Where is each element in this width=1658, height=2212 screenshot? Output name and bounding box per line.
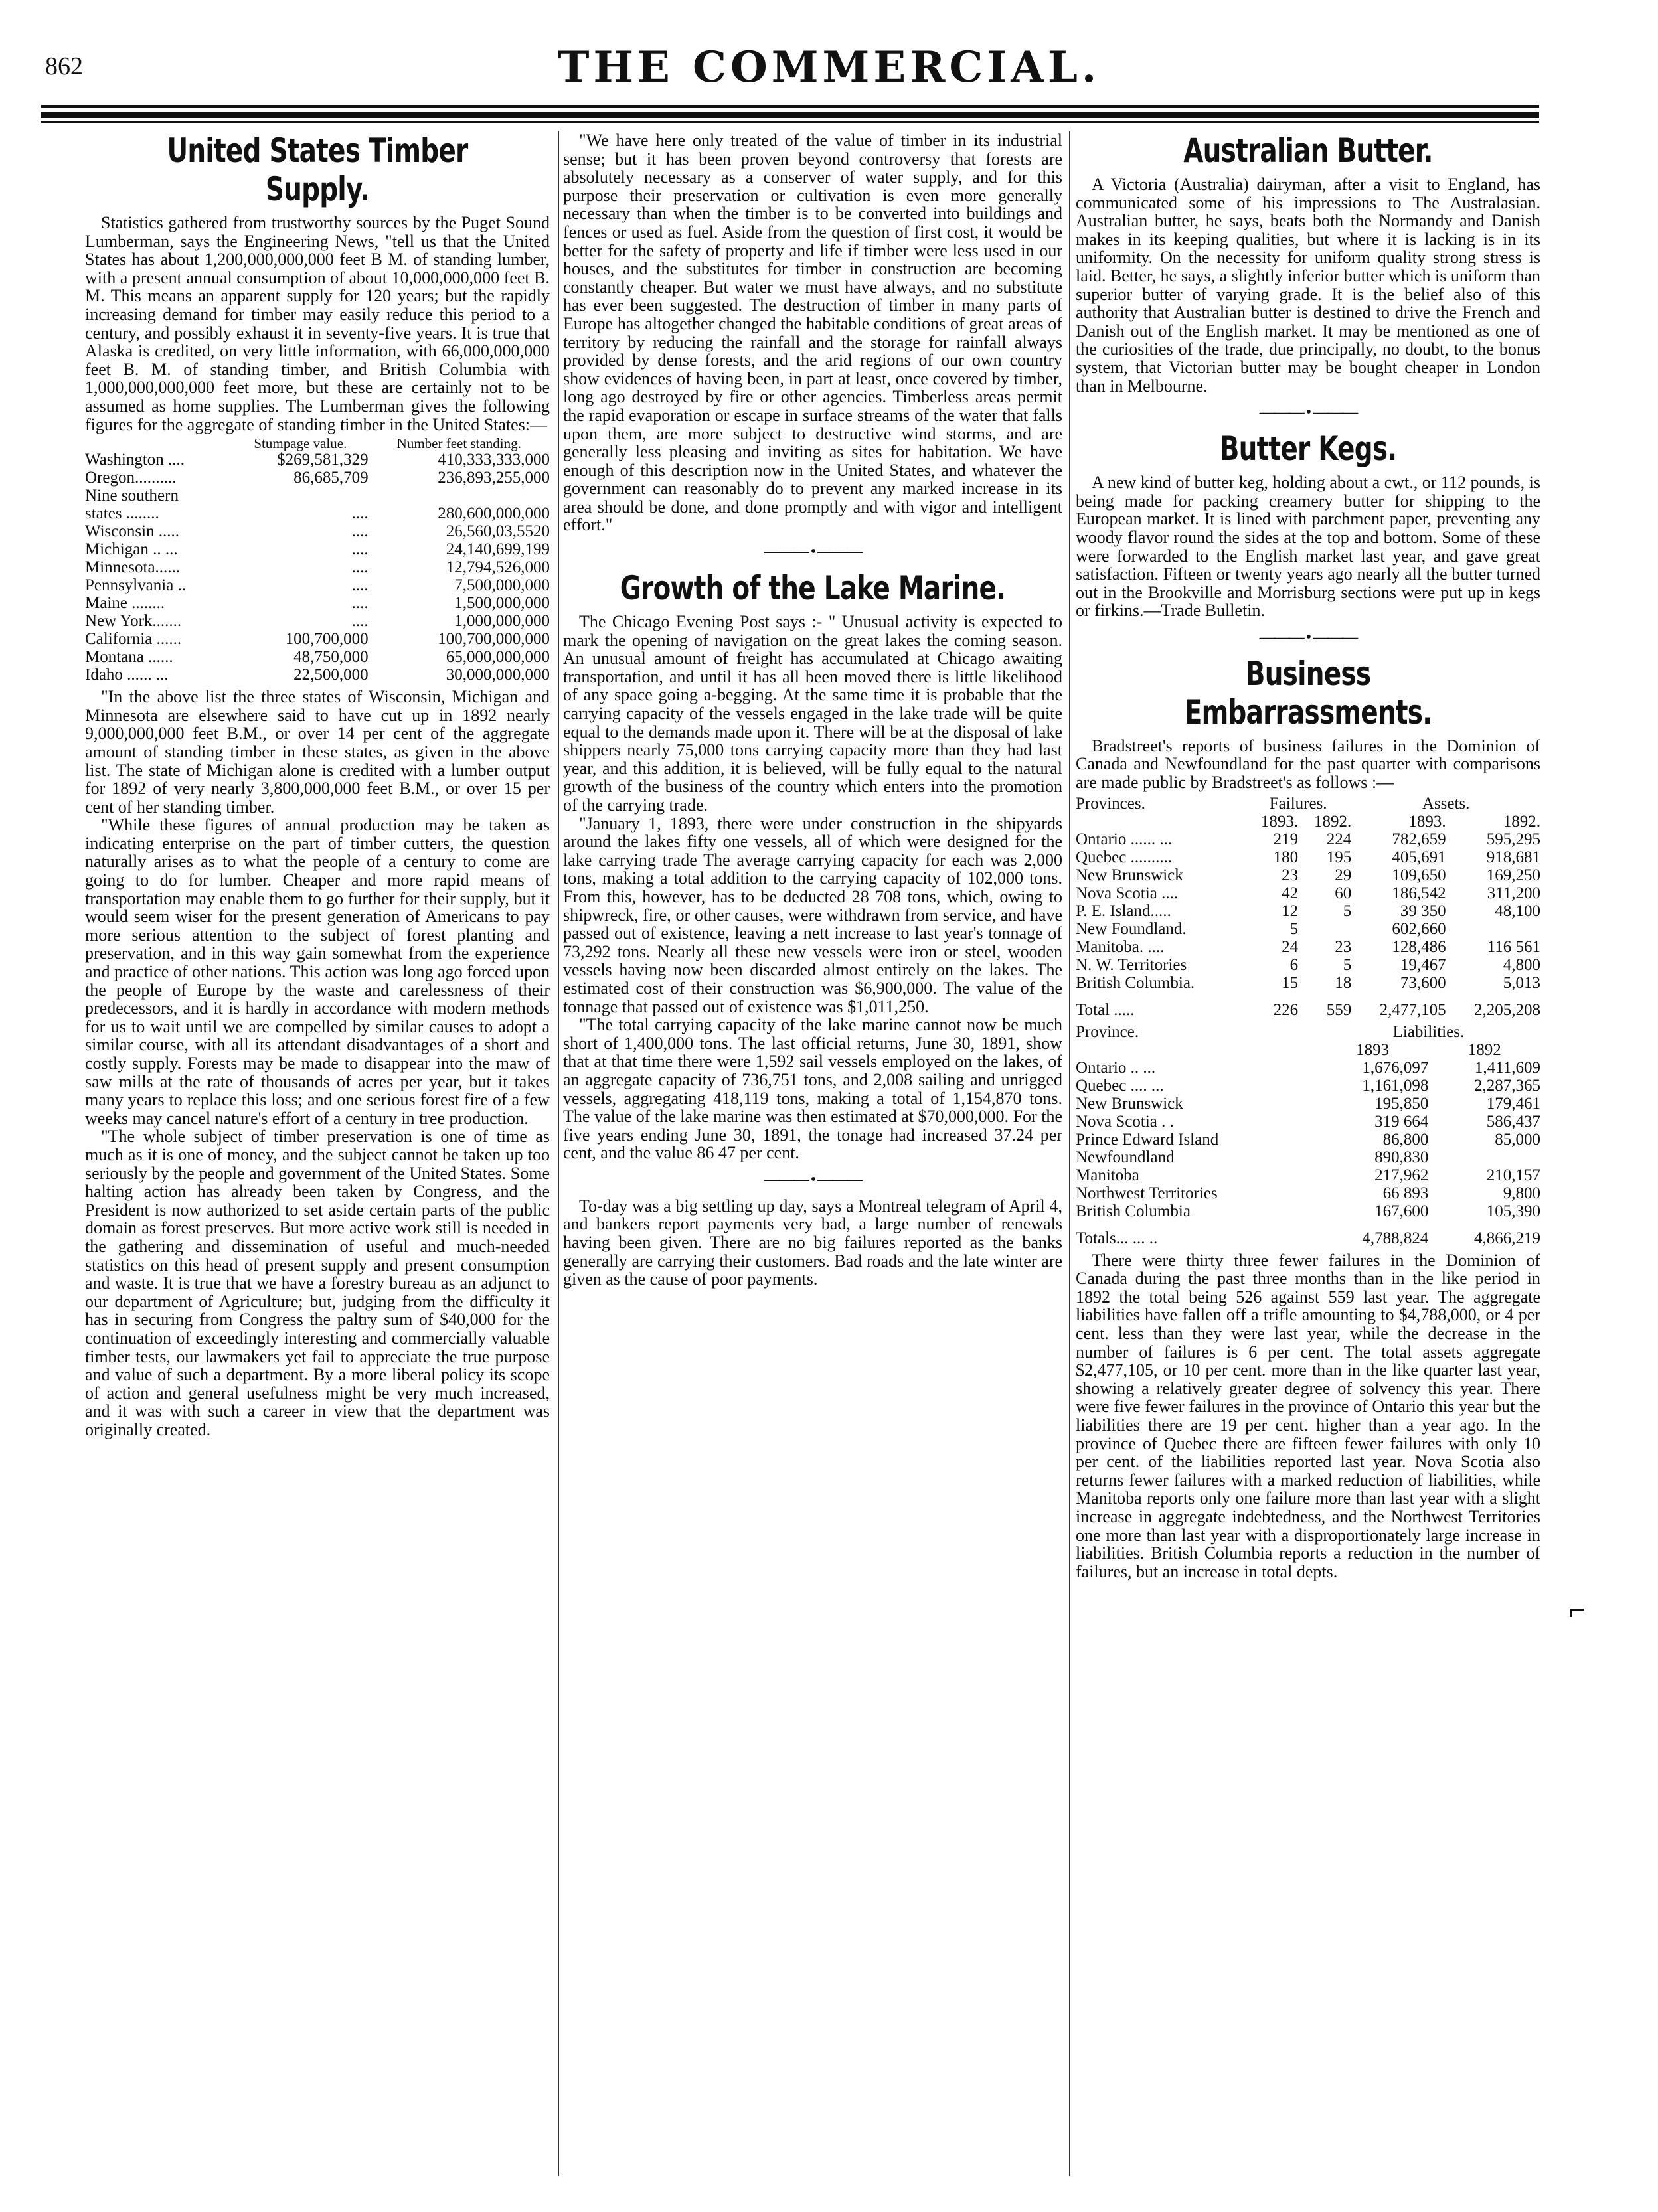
table-cell: 100,700,000,000 [438,630,550,649]
table-cell: New Foundland. [1076,919,1187,938]
table-cell: Newfoundland [1076,1148,1175,1166]
table-row [1076,920,1540,938]
column-2 [563,131,1062,1289]
table-cell: 167,600 [1374,1202,1429,1220]
table-cell: 128,486 [1392,937,1446,956]
table-header [1076,813,1245,830]
timber-table [85,436,550,684]
table-cell: 217,962 [1374,1166,1429,1184]
table-cell: 179,461 [1486,1094,1540,1113]
table-cell: Manitoba. .... [1076,937,1165,956]
table-header: Stumpage value. [254,435,347,452]
table-cell: 1,500,000,000 [454,594,550,613]
table-cell: .... [351,594,369,613]
paragraph: "While these figures of annual production may be taken as indicating enterprise on the part of timber cutters, the question naturally arises as to what the people of a century to come are going to do for lumber. Cheaper and more rapid means of transportation may enable them to go further for their supply, but it would seem wiser for the present generation of Americans to pay more serious attention to the subject of forest planting and preservation, and in this way gain somewhat from the experience and practice of other nations. This action was long ago forced upon the people of Europe by the waste and carelessness of their predecessors, and it is hardly in accordance with modern methods for us to wait until we are compelled by similar causes to adopt a similar course, with all its attendant disadvantages of a short and costly supply. Forests may be made to disappear into the maw of saw mills at the rate of thousands of acres per year, but it takes many years to replace this loss; and one serious forest fire of a few weeks may cancel nature's effort of a century in tree production. [85,815,550,1128]
article-title-lake-marine: Growth of the Lake Marine. [620,569,1006,608]
table-cell: Total ..... [1076,1000,1135,1019]
table-cell: 30,000,000,000 [446,666,550,684]
paragraph: There were thirty three fewer failures in the Dominion of Canada during the past three months than in the like period in 1892 the total being 526 against 559 last year. The aggregate liabilities have fallen off a trifle amounting to $4,788,000, or 4 per cent. less than they were last year, while the decrease in the number of failures is 6 per cent. The total assets aggregate $2,477,105, or 10 per cent. more than in the like quarter last year, showing a relatively greater degree of solvency this year. There were five fewer failures in the province of Ontario this year but the liabilities there are 19 per cent. higher than a year ago. In the province of Quebec there are fifteen fewer failures with only 10 per cent. of the liabilities reported last year. Nova Scotia also returns fewer failures with a marked reduction of liabilities, while Manitoba reports only one failure more than last year with a slight increase in aggregate indebtedness, and the Northwest Territories one more than last year with a disproportionately large increase in liabilities. British Columbia reports a reduction in the number of failures, but an increase in total depts. [1076,1250,1540,1581]
table-cell: Maine ........ [85,594,165,613]
header-rule-thin-lower [41,121,1539,123]
table-header: Number feet standing. [396,435,521,452]
article-title-business-embarrassments: Business Embarrassments. [1184,654,1432,732]
table-row [1076,1113,1540,1131]
table-row [1076,1059,1540,1077]
table-cell: 116 561 [1487,937,1540,956]
table-cell: 226 [1273,1000,1299,1019]
table-cell: 12 [1282,902,1299,920]
table-cell: Michigan .. ... [85,540,178,559]
table-cell: $269,581,329 [277,451,369,469]
table-row [1076,830,1540,848]
table-row [1076,902,1540,920]
column-1 [85,131,550,1439]
table-cell: 559 [1326,1000,1352,1019]
failures-table [1076,795,1540,1019]
table-cell: 1,161,098 [1362,1076,1429,1095]
table-cell: 405,691 [1392,848,1446,866]
article-title-australian-butter: Australian Butter. [1183,131,1433,170]
table-cell: 65,000,000,000 [446,648,550,667]
separator: ——— • ——— [764,1170,862,1188]
table-cell: 48,750,000 [293,648,369,667]
table-cell: 236,893,255,000 [438,469,550,487]
table-cell: 23 [1335,937,1352,956]
table-cell: New Brunswick [1076,866,1183,884]
paragraph: A Victoria (Australia) dairyman, after a visit to England, has communicated some of his impressions to The Australasian. Australian butter, he says, beats both the Normandy and Danish makes in its keeping qualities, but where it is lacking is in its uniformity. On the necessity for uniform quality strong stress is laid. Better, he says, a slightly inferior butter which is uniform than superior butter of varying grade. It is the belief also of this authority that Australian butter is destined to drive the French and Danish out of the English market. It may be mentioned as one of the curiosities of the trade, due principally, no doubt, to the bonus system, that Victorian butter may be bought cheaper in London than in Melbourne. [1076,175,1540,396]
table-cell: .... [351,522,369,541]
table-cell: Manitoba [1076,1166,1139,1184]
table-cell: 19,467 [1400,955,1446,974]
table-row [1076,938,1540,956]
table-cell: .... [351,540,369,559]
table-cell: 410,333,333,000 [438,451,550,469]
table-row [1076,974,1540,992]
table-cell: 180 [1273,848,1299,866]
table-cell: 319 664 [1374,1112,1429,1131]
separator: ——— • ——— [1259,404,1357,422]
table-row [85,558,550,576]
table-header: 1892. [1503,812,1540,830]
table-cell: 29 [1335,866,1352,884]
table-cell: 48,100 [1495,902,1540,920]
table-cell: 602,660 [1392,919,1446,938]
table-cell: California ...... [85,630,182,649]
table-header: 1892. [1314,812,1352,830]
table-cell: 186,542 [1392,884,1446,902]
paragraph: "We have here only treated of the value of timber in its industrial sense; but it has been proven beyond controversy that forests are absolutely necessary as a conserver of water supply, and for this purpose their preservation or cultivation is even more generally necessary than when the timber is to be converted into buildings and fences or used as fuel. Aside from the question of first cost, it would be better for the safety of property and life if timber were less used in our houses, and the substitutes for timber in construction are becoming constantly cheaper. But water we must have always, and no substitute has ever been suggested. The destruction of timber in many parts of Europe has altogether changed the habitable conditions of great areas of territory by reducing the rainfall and the storage for rainfall always provided by dense forests, and the arid regions of our own country show evidences of having been, in part at least, once covered by timber, long ago destroyed by fire or other agencies. Timberless areas permit the rapid evaporation or escape in surface streams of the water that falls upon them, are more subject to destructive wind storms, and are generally less pleasing and inviting as sites for habitation. We have enough of this description now in the United States, and whatever the government can reasonably do to prevent any marked increase in its area should be done, and done promptly and with vigor and intelligent effort." [563,131,1062,535]
table-row [85,594,550,612]
table-cell: 24 [1282,937,1299,956]
paragraph: To-day was a big settling up day, says a Montreal telegram of April 4, and bankers report payments very bad, a large number of renewals having been given. There are no big failures reported as the banks generally are carrying their customers. Bad roads and the late winter are given as the cause of poor payments. [563,1196,1062,1289]
header-rule-thick [41,112,1539,118]
table-cell: 86,800 [1382,1130,1429,1148]
table-header: Liabilities. [1392,1022,1465,1041]
table-cell: 109,650 [1392,866,1446,884]
table-cell: 169,250 [1486,866,1540,884]
table-cell: .... [351,576,369,595]
table-row [85,540,550,558]
table-cell: 2,205,208 [1474,1000,1540,1019]
table-row [1076,884,1540,902]
paragraph: "The total carrying capacity of the lake marine cannot now be much short of 1,400,000 tons. The last official returns, June 30, 1891, show that at that time there were 1,592 sail vessels employed on the lakes, of an aggregate capacity of 736,751 tons, and 2,008 sailing and unrigged vessels, aggregating 418,119 tons, making a total of 1,154,870 tons. The value of the lake marine was then estimated at $70,000,000. For the five years ending June 30, 1891, the tonage had increased 37.24 per cent, and the value 86 47 per cent. [563,1015,1062,1163]
table-cell: .... [351,558,369,577]
table-cell: 4,866,219 [1474,1229,1540,1247]
table-row [1076,1095,1540,1113]
table-cell: Oregon.......... [85,469,177,487]
table-cell: 73,600 [1400,973,1446,992]
table-cell: New York....... [85,612,182,631]
table-cell: Wisconsin ..... [85,522,180,541]
paragraph: "In the above list the three states of Wisconsin, Michigan and Minnesota are elsewhere said to have cut up in 1892 nearly 9,000,000,000 feet B.M., or over 14 per cent of the aggregate amount of standing timber in these states, as given in the above list. The state of Michigan alone is credited with a lumber output for 1892 of very nearly 3,800,000,000 feet B.M., or over 15 per cent of her standing timber. [85,687,550,817]
column-divider-2 [1069,131,1070,2176]
table-header: Assets. [1422,794,1470,813]
header-rule-thin [41,105,1539,108]
liabilities-table [1076,1023,1540,1247]
table-cell: 23 [1282,866,1299,884]
table-cell: 4,788,824 [1362,1229,1429,1247]
table-cell: 105,390 [1486,1202,1540,1220]
table-cell: 24,140,699,199 [446,540,550,559]
table-cell: Minnesota...... [85,558,181,577]
table-row [1076,1184,1540,1202]
table-cell: 66 893 [1382,1184,1429,1202]
margin-mark: ⌐ [1568,1593,1586,1626]
table-cell: 1,000,000,000 [454,612,550,631]
table-cell: 86,685,709 [293,469,369,487]
page-number: 862 [45,52,83,80]
separator: ——— • ——— [1259,628,1357,646]
article-title-butter-kegs: Butter Kegs. [1219,430,1397,469]
table-row [1076,956,1540,974]
table-cell: Ontario ...... ... [1076,830,1173,848]
separator: ——— • ——— [764,543,862,561]
table-cell: 890,830 [1374,1148,1429,1166]
table-cell: 9,800 [1503,1184,1540,1202]
table-cell: British Columbia [1076,1202,1191,1220]
table-cell: Totals... ... .. [1076,1229,1158,1247]
table-row [1076,1202,1540,1220]
table-cell: 311,200 [1487,884,1540,902]
table-cell: 586,437 [1486,1112,1540,1131]
table-row [85,487,550,505]
table-cell: P. E. Island..... [1076,902,1171,920]
paragraph: "January 1, 1893, there were under construction in the shipyards around the lakes fifty one vessels, all of which were designed for the lake carrying trade The average carrying capacity for each was 2,000 tons, making a total addition to the carrying capacity of 102,000 tons. From this, however, has to be deducted 28 708 tons, which, owing to shipwreck, fire, or other causes, were withdrawn from service, and have passed out of existence, leaving a nett increase to last year's tonnage of 73,292 tons. Nearly all these new vessels were iron or steel, wooden vessels having now been discarded almost entirely on the lakes. The estimated cost of their construction was $6,900,000. The value of the tonnage that passed out of existence was $1,011,250. [563,813,1062,1016]
table-cell: 2,477,105 [1379,1000,1446,1019]
table-cell: 85,000 [1495,1130,1540,1148]
table-cell [369,487,550,505]
table-cell: 219 [1273,830,1299,848]
table-row [1076,1166,1540,1184]
table-cell: 595,295 [1486,830,1540,848]
table-cell: Nova Scotia .... [1076,884,1179,902]
table-row-total [1076,1229,1540,1247]
table-cell: 26,560,03,5520 [446,522,550,541]
table-cell: New Brunswick [1076,1094,1183,1113]
table-cell: 782,659 [1392,830,1446,848]
table-cell: 6 [1289,955,1299,974]
table-cell: 1,676,097 [1362,1058,1429,1077]
table-row [1076,1077,1540,1095]
table-cell [1446,920,1540,938]
table-cell: 1,411,609 [1474,1058,1540,1077]
table-cell: 2,287,365 [1474,1076,1540,1095]
table-cell: 60 [1335,884,1352,902]
table-row [85,666,550,684]
table-row [1076,866,1540,884]
table-row [85,451,550,469]
table-cell: 5 [1289,919,1299,938]
table-cell: Quebec .... ... [1076,1076,1164,1095]
table-header: 1893. [1260,812,1299,830]
table-cell: .... [351,612,369,631]
table-cell: 224 [1326,830,1352,848]
table-cell: 5 [1343,955,1352,974]
table-cell: Pennsylvania .. [85,576,187,595]
table-header: 1893 [1356,1040,1390,1059]
table-cell: Ontario .. ... [1076,1058,1156,1077]
table-cell: .... [351,505,369,523]
article-title-timber: United States Timber Supply. [167,131,468,208]
table-cell: Nine southern [85,487,179,505]
table-cell: Northwest Territories [1076,1184,1218,1202]
table-cell: Nova Scotia . . [1076,1112,1174,1131]
table-row [85,522,550,540]
table-cell: 918,681 [1486,848,1540,866]
table-cell: 39 350 [1400,902,1446,920]
table-cell [232,487,368,505]
table-cell: Washington .... [85,451,185,469]
table-cell: 195,850 [1374,1094,1429,1113]
table-cell: Montana ...... [85,648,173,667]
table-cell: Prince Edward Island [1076,1130,1219,1148]
masthead: THE COMMERCIAL. [557,42,1101,92]
table-cell: 210,157 [1486,1166,1540,1184]
paragraph: A new kind of butter keg, holding about a cwt., or 112 pounds, is being made for packing creamery butter for shipping to the European market. It is lined with parchment paper, preventing any woody flavor round the sides at the top and bottom. Some of these were forwarded to the English market last year, and gave great satisfaction. Fifteen or twenty years ago nearly all the butter turned out in the Brookville and Morrisburg sections were put up in kegs or firkins.—Trade Bulletin. [1076,473,1540,621]
table-cell: 15 [1282,973,1299,992]
table-cell: 18 [1335,973,1352,992]
paragraph: Bradstreet's reports of business failures in the Dominion of Canada and Newfoundland for the past quarter with comparisons are made public by Bradstreet's as follows :— [1076,736,1540,793]
table-row [85,648,550,666]
table-cell: 280,600,000,000 [438,505,550,523]
table-cell: 12,794,526,000 [446,558,550,577]
table-cell: 5,013 [1503,973,1540,992]
table-row [85,469,550,487]
table-cell: Quebec .......... [1076,848,1173,866]
paragraph: The Chicago Evening Post says :- " Unusual activity is expected to mark the opening of navigation on the great lakes the coming season. An unusual amount of freight has accumulated at Chicago awaiting transportation, and until it has all been moved there is little likelihood of any space going a-begging. At the same time it is probable that the carrying capacity of the vessels engaged in the lake trade will be quite equal to the demands made upon it. There will be at the disposal of lake shippers nearly 75,000 tons carrying capacity more than they had last year, and this addition, it is believed, will be fully equal to the natural growth of the business of the country which enters into the promotion of the carrying trade. [563,612,1062,815]
table-row [1076,1148,1540,1166]
table-cell: 42 [1282,884,1299,902]
table-header: Province. [1076,1022,1139,1041]
table-cell [1428,1148,1540,1166]
table-cell: British Columbia. [1076,973,1195,992]
table-header: Failures. [1269,794,1327,813]
table-row [85,630,550,648]
table-cell: 7,500,000,000 [454,576,550,595]
table-cell: states ........ [85,505,159,523]
table-row [1076,1131,1540,1148]
table-cell: 22,500,000 [293,666,369,684]
column-3 [1076,131,1540,1581]
table-cell: 4,800 [1503,955,1540,974]
table-cell: 100,700,000 [285,630,369,649]
table-cell: 195 [1326,848,1352,866]
table-row-total [1076,1001,1540,1019]
table-cell: Idaho ...... ... [85,666,169,684]
table-header [1076,1041,1317,1059]
table-header: 1893. [1408,812,1446,830]
table-row [1076,848,1540,866]
table-cell: 5 [1343,902,1352,920]
table-cell: N. W. Territories [1076,955,1187,974]
table-header [85,436,232,451]
table-header: 1892 [1467,1040,1501,1059]
table-row [85,505,550,522]
table-row [85,576,550,594]
table-row [85,612,550,630]
paragraph: Statistics gathered from trustworthy sources by the Puget Sound Lumberman, says the Engineering News, "tell us that the United States has about 1,200,000,000,000 feet B M. of standing lumber, with a present annual consumption of about 10,000,000,000 feet B. M. This means an apparent supply for 120 years; but the rapidly increasing demand for timber may easily reduce this period to a century, and possibly exhaust it in seventy-five years. It is true that Alaska is credited, on very little information, with 66,000,000,000 feet B. M. of standing timber, and British Columbia with 1,000,000,000,000 feet more, but these are certainly not to be assumed as home supplies. The Lumberman gives the following figures for the aggregate of standing timber in the United States:— [85,213,550,434]
paragraph: "The whole subject of timber preservation is one of time as much as it is one of money, and the subject cannot be taken up too seriously by the people and government of the United States. Some halting action has already been taken by Congress, and the President is now authorized to set aside certain parts of the public domain as forest preserves. But more active work still is needed in the gathering and dissemination of useful and much-needed statistics on this head of present supply and present consumption and waste. It is true that we have a forestry bureau as an adjunct to our department of Agriculture; but, judging from the difficulty it has in securing from Congress the paltry sum of $40,000 for the continuation of exceedingly interesting and commercially valuable timber tests, our lawmakers yet fail to appreciate the true purpose and value of such a department. By a more liberal policy its scope of action and general usefulness might be very much increased, and it was with such a career in view that the department was originally created. [85,1127,550,1439]
table-cell [1298,920,1351,938]
column-divider-1 [558,131,559,2176]
table-header: Provinces. [1076,794,1145,813]
